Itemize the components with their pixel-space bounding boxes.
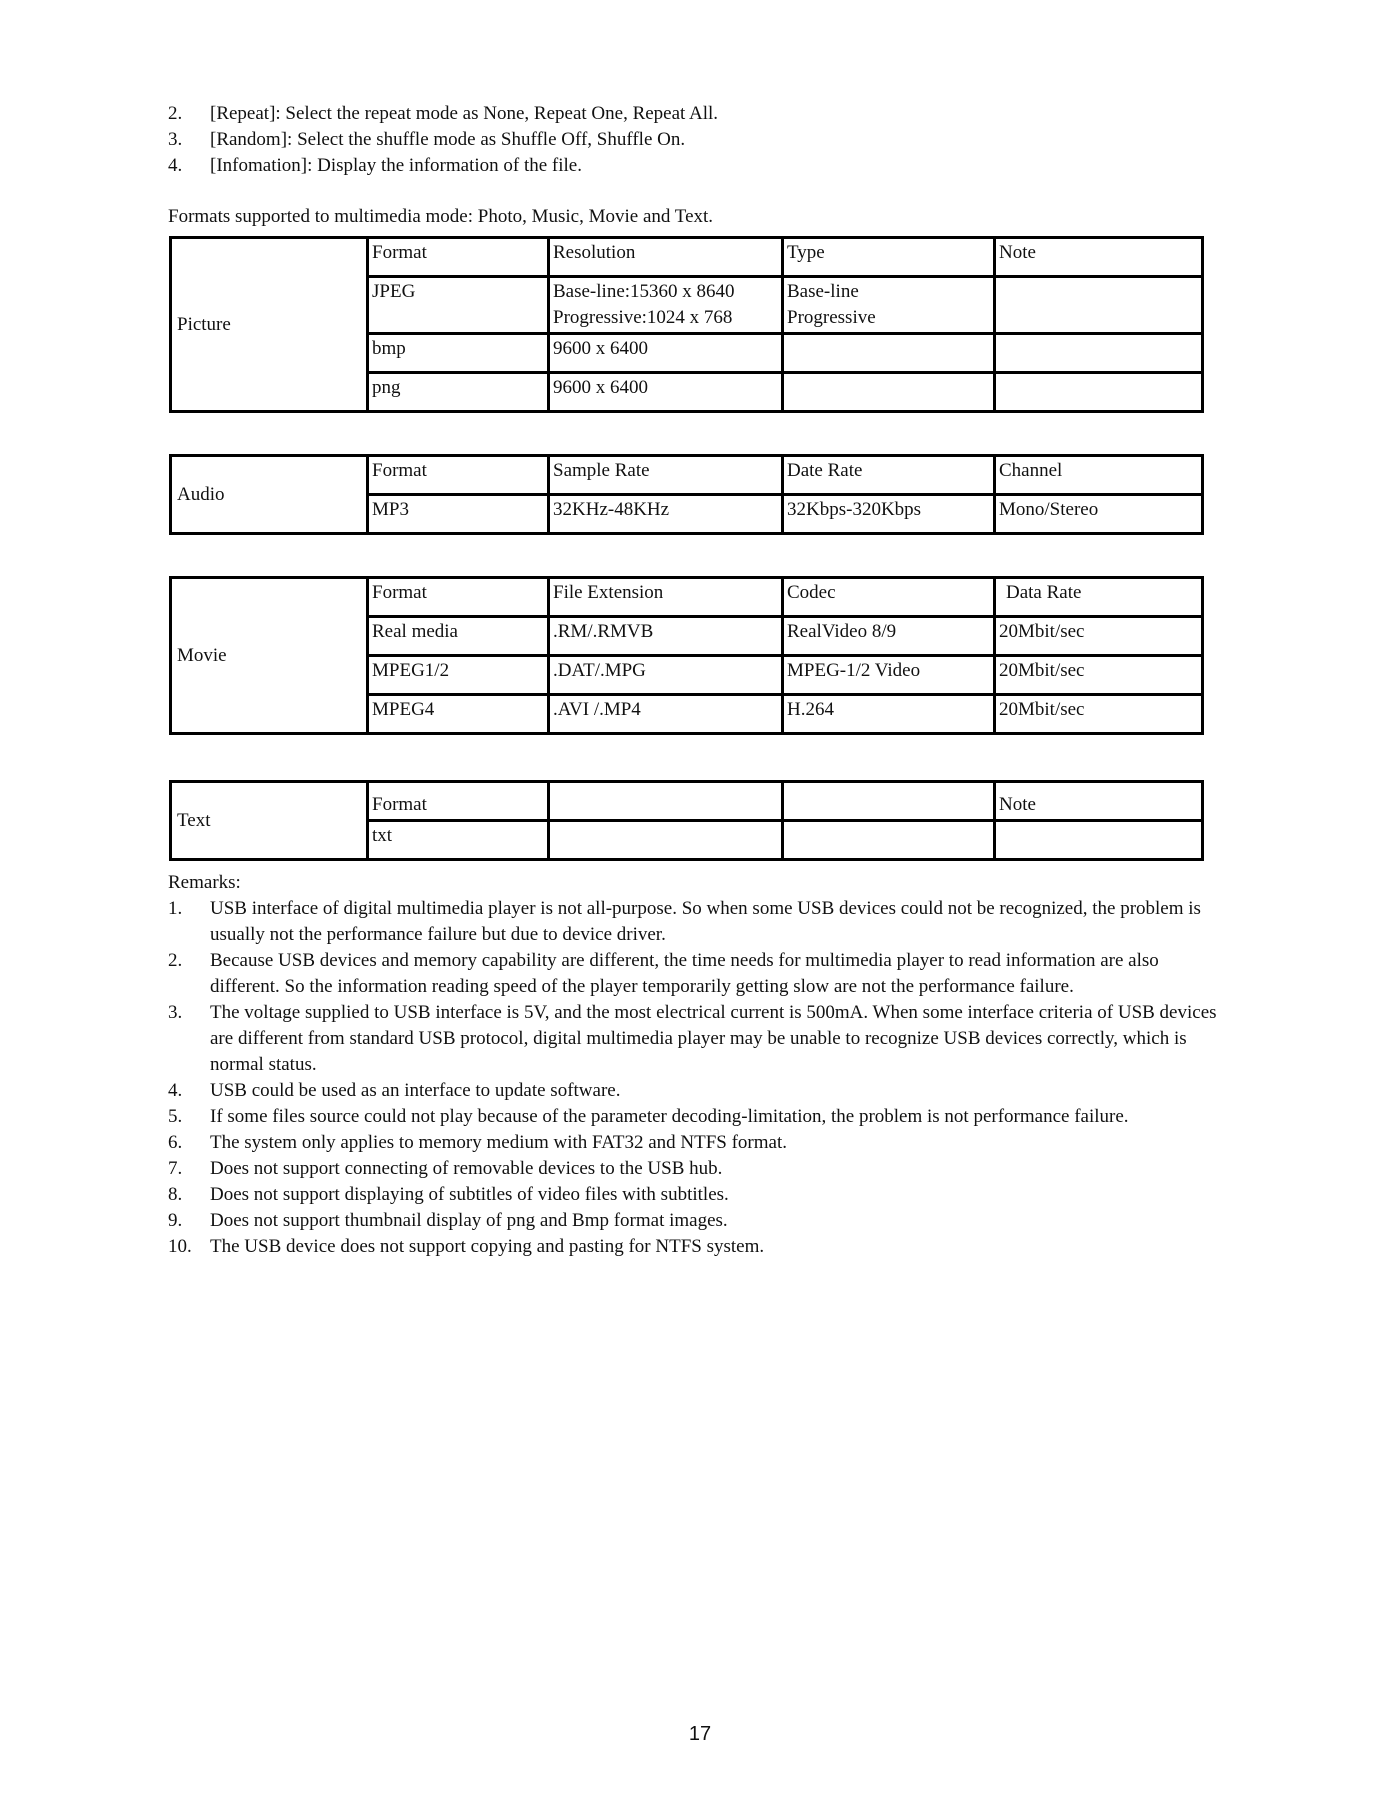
list-text: Does not support thumbnail display of png and Bmp format images.: [210, 1210, 728, 1231]
function-list: [168, 101, 718, 179]
table-cell: .DAT/.MPG: [549, 656, 783, 695]
list-number: 7.: [168, 1158, 183, 1179]
category-cell: Movie: [171, 578, 368, 734]
header-cell: Format: [368, 238, 549, 277]
list-number: 4.: [168, 1080, 183, 1101]
table-cell: MPEG4: [368, 695, 549, 734]
list-item: [168, 1182, 1218, 1208]
list-text: USB could be used as an interface to update software.: [210, 1080, 621, 1101]
list-number: 8.: [168, 1184, 183, 1205]
list-number: 1.: [168, 898, 183, 919]
list-item: [168, 1130, 1218, 1156]
list-text: [Random]: Select the shuffle mode as Shuffle Off, Shuffle On.: [210, 129, 686, 150]
table-cell: 9600 x 6400: [549, 334, 783, 373]
table-cell: [995, 373, 1203, 412]
list-text: USB interface of digital multimedia player is not all-purpose. So when some USB devices could not be recognized, the problem is usually not the performance failure but due to device driver.: [210, 898, 1201, 945]
list-number: 4.: [168, 155, 183, 176]
header-cell: Sample Rate: [549, 456, 783, 495]
list-text: Does not support displaying of subtitles of video files with subtitles.: [210, 1184, 729, 1205]
list-item: [168, 1078, 1218, 1104]
table-cell: Mono/Stereo: [995, 495, 1203, 534]
header-cell: [783, 782, 995, 821]
table-cell: 9600 x 6400: [549, 373, 783, 412]
table-cell: [995, 277, 1203, 334]
table-cell: JPEG: [368, 277, 549, 334]
page-number: 17: [688, 1723, 712, 1745]
list-number: 9.: [168, 1210, 183, 1231]
header-cell: Type: [783, 238, 995, 277]
header-cell: Channel: [995, 456, 1203, 495]
header-cell: Resolution: [549, 238, 783, 277]
list-text: [Infomation]: Display the information of the file.: [210, 155, 582, 176]
list-item: [168, 101, 718, 127]
table-header-row: [171, 578, 1203, 617]
table-cell: MPEG-1/2 Video: [783, 656, 995, 695]
table-cell: [995, 334, 1203, 373]
list-item: [168, 1208, 1218, 1234]
table-header-row: [171, 456, 1203, 495]
list-item: [168, 896, 1218, 948]
table-cell: [783, 277, 995, 334]
list-item: [168, 1156, 1218, 1182]
movie-format-table: [169, 576, 1204, 735]
list-text: The voltage supplied to USB interface is 5V, and the most electrical current is 500mA. When some interface criteria of USB devices are different from standard USB protocol, digital multimedia player may be unable to recognize USB devices correctly, which is normal status.: [210, 1002, 1217, 1075]
list-number: 2.: [168, 103, 183, 124]
table-cell: Real media: [368, 617, 549, 656]
category-cell: Picture: [171, 238, 368, 412]
list-text: Does not support connecting of removable devices to the USB hub.: [210, 1158, 723, 1179]
cell-line: Progressive: [787, 307, 876, 328]
list-item: [168, 153, 718, 179]
header-cell: Format: [368, 782, 549, 821]
intro-paragraph: Formats supported to multimedia mode: Photo, Music, Movie and Text.: [168, 206, 714, 227]
table-cell: [549, 277, 783, 334]
table-cell: png: [368, 373, 549, 412]
list-item: [168, 1000, 1218, 1078]
table-cell: MPEG1/2: [368, 656, 549, 695]
table-cell: .RM/.RMVB: [549, 617, 783, 656]
header-cell: Codec: [783, 578, 995, 617]
table-cell: 20Mbit/sec: [995, 656, 1203, 695]
list-number: 3.: [168, 129, 183, 150]
list-text: The system only applies to memory medium with FAT32 and NTFS format.: [210, 1132, 787, 1153]
header-cell: Date Rate: [783, 456, 995, 495]
category-cell: Audio: [171, 456, 368, 534]
table-header-row: [171, 238, 1203, 277]
table-cell: H.264: [783, 695, 995, 734]
list-number: 2.: [168, 950, 183, 971]
table-cell: [995, 821, 1203, 860]
remarks-heading: Remarks:: [168, 872, 241, 893]
table-cell: .AVI /.MP4: [549, 695, 783, 734]
table-cell: bmp: [368, 334, 549, 373]
list-item: [168, 1104, 1218, 1130]
list-number: 10.: [168, 1236, 192, 1257]
table-cell: 20Mbit/sec: [995, 617, 1203, 656]
table-cell: txt: [368, 821, 549, 860]
header-cell: Data Rate: [995, 578, 1203, 617]
list-item: [168, 1234, 1218, 1260]
table-header-row: [171, 782, 1203, 821]
header-cell: Format: [368, 456, 549, 495]
cell-line: Base-line: [787, 281, 859, 302]
header-cell: Format: [368, 578, 549, 617]
picture-format-table: [169, 236, 1204, 413]
table-cell: RealVideo 8/9: [783, 617, 995, 656]
audio-format-table: [169, 454, 1204, 535]
cell-line: Base-line:15360 x 8640: [553, 281, 735, 302]
header-cell: Note: [995, 782, 1203, 821]
table-cell: [783, 821, 995, 860]
header-cell: Note: [995, 238, 1203, 277]
table-cell: [783, 334, 995, 373]
table-cell: [549, 821, 783, 860]
list-text: [Repeat]: Select the repeat mode as None, Repeat One, Repeat All.: [210, 103, 719, 124]
table-cell: 32Kbps-320Kbps: [783, 495, 995, 534]
header-cell: File Extension: [549, 578, 783, 617]
list-text: The USB device does not support copying and pasting for NTFS system.: [210, 1236, 765, 1257]
list-item: [168, 127, 718, 153]
category-cell: Text: [171, 782, 368, 860]
table-cell: 20Mbit/sec: [995, 695, 1203, 734]
table-cell: MP3: [368, 495, 549, 534]
list-item: [168, 948, 1218, 1000]
list-number: 3.: [168, 1002, 183, 1023]
table-cell: 32KHz-48KHz: [549, 495, 783, 534]
list-text: If some files source could not play because of the parameter decoding-limitation, the problem is not performance failure.: [210, 1106, 1129, 1127]
list-number: 6.: [168, 1132, 183, 1153]
table-cell: [783, 373, 995, 412]
list-text: Because USB devices and memory capability are different, the time needs for multimedia player to read information are also different. So the information reading speed of the player temporarily getting slow are not the performance failure.: [210, 950, 1159, 997]
list-number: 5.: [168, 1106, 183, 1127]
cell-line: Progressive:1024 x 768: [553, 307, 733, 328]
header-cell: [549, 782, 783, 821]
text-format-table: [169, 780, 1204, 861]
remarks-list: [168, 896, 1218, 1260]
